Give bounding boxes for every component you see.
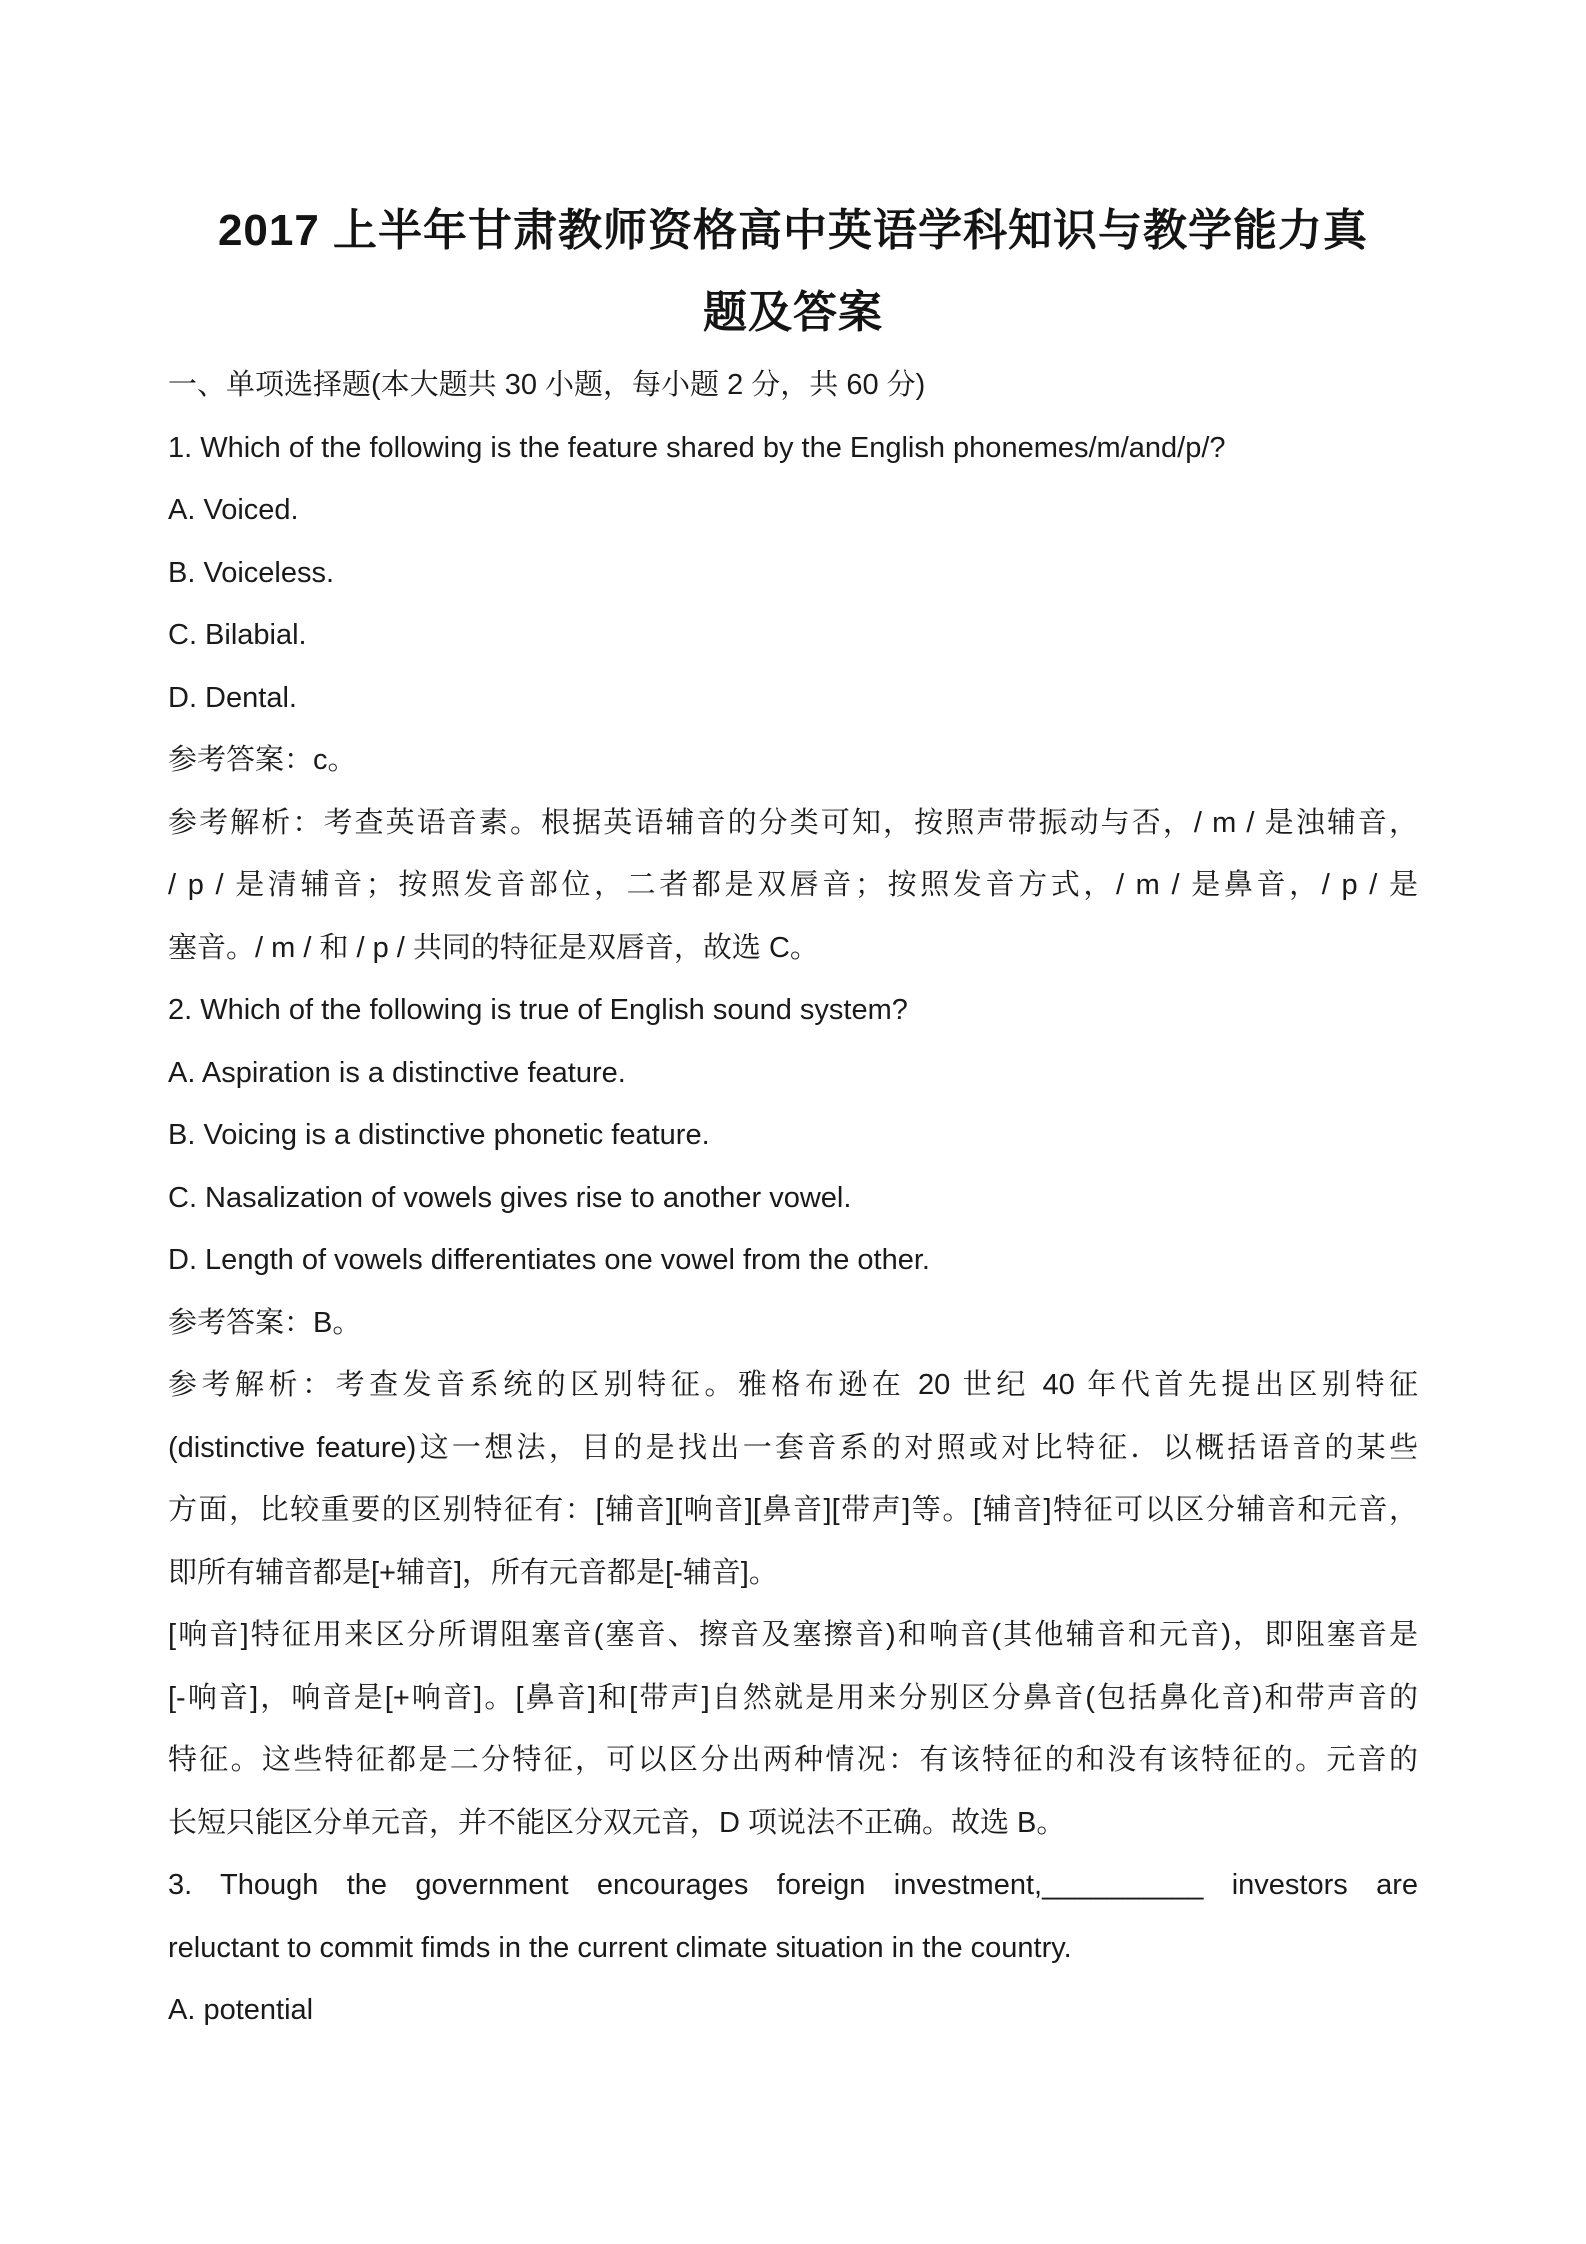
q1-analysis-line2: / p / 是清辅音；按照发音部位，二者都是双唇音；按照发音方式，/ m / 是鼻音，/ p / 是 xyxy=(168,869,1418,901)
section-heading: 一、单项选择题(本大题共 30 小题，每小题 2 分，共 60 分) xyxy=(168,369,926,401)
q1-stem: 1. Which of the following is the feature shared by the English phonemes/m/and/p/? xyxy=(168,431,1226,464)
q3-stem-line2: reluctant to commit fimds in the current climate situation in the country. xyxy=(168,1931,1072,1964)
q1-option-c: C. Bilabial. xyxy=(168,619,307,651)
q2-analysis-line5: [响音]特征用来区分所谓阻塞音(塞音、擦音及塞擦音)和响音(其他辅音和元音)，即阻塞音是 xyxy=(168,1619,1418,1651)
q3-stem-line1: 3. Though the government encourages foreign investment,__________ investors are xyxy=(168,1869,1418,1901)
q3-option-a: A. potential xyxy=(168,1994,314,2026)
q2-option-b: B. Voicing is a distinctive phonetic feature. xyxy=(168,1119,710,1151)
q2-answer: 参考答案：B。 xyxy=(168,1306,362,1339)
q2-analysis-line3: 方面，比较重要的区别特征有：[辅音][响音][鼻音][带声]等。[辅音]特征可以区分辅音和元音， xyxy=(168,1494,1418,1526)
document-title-line2: 题及答案 xyxy=(703,288,883,337)
q1-analysis-line1: 参考解析：考查英语音素。根据英语辅音的分类可知，按照声带振动与否，/ m / 是浊辅音， xyxy=(168,806,1418,839)
q2-option-a: A. Aspiration is a distinctive feature. xyxy=(168,1056,626,1089)
q1-option-b: B. Voiceless. xyxy=(168,556,335,589)
document-title xyxy=(168,190,1418,354)
q1-option-a: A. Voiced. xyxy=(168,494,299,526)
q2-analysis-line1: 参考解析：考查发音系统的区别特征。雅格布逊在 20 世纪 40 年代首先提出区别特征 xyxy=(168,1369,1418,1401)
q2-option-c: C. Nasalization of vowels gives rise to another vowel. xyxy=(168,1181,852,1214)
q2-option-d: D. Length of vowels differentiates one vowel from the other. xyxy=(168,1244,930,1276)
q1-answer: 参考答案：c。 xyxy=(168,744,357,776)
q2-analysis-line4: 即所有辅音都是[+辅音]，所有元音都是[-辅音]。 xyxy=(168,1556,778,1589)
q2-stem: 2. Which of the following is true of English sound system? xyxy=(168,994,908,1026)
q2-analysis-line8: 长短只能区分单元音，并不能区分双元音，D 项说法不正确。故选 B。 xyxy=(168,1806,1066,1839)
q2-analysis-line2: (distinctive feature)这一想法，目的是找出一套音系的对照或对比特征．以概括语音的某些 xyxy=(168,1431,1418,1464)
q2-analysis-line6: [-响音]，响音是[+响音]。[鼻音]和[带声]自然就是用来分别区分鼻音(包括鼻化音)和带声音的 xyxy=(168,1681,1418,1714)
document-title-line1: 2017 上半年甘肃教师资格高中英语学科知识与教学能力真 xyxy=(217,206,1369,255)
q1-option-d: D. Dental. xyxy=(168,681,297,714)
q2-analysis-line7: 特征。这些特征都是二分特征，可以区分出两种情况：有该特征的和没有该特征的。元音的 xyxy=(168,1744,1418,1776)
q1-analysis-line3: 塞音。/ m / 和 / p / 共同的特征是双唇音，故选 C。 xyxy=(168,931,819,964)
